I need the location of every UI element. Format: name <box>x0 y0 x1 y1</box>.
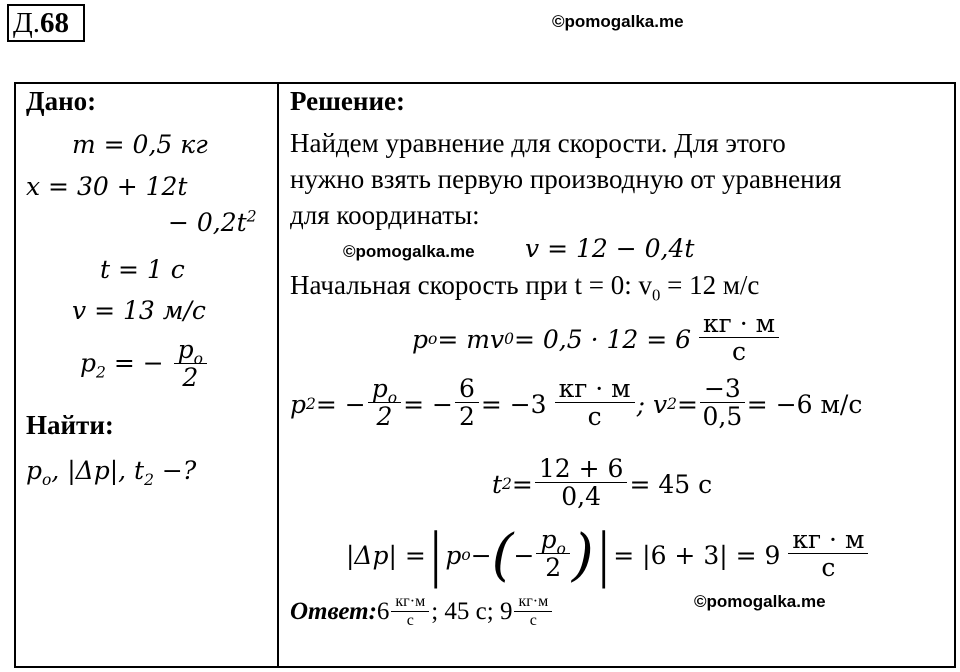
solution-intro-2: нужно взять первую производную от уравнения <box>290 164 842 194</box>
given-p2-formula: $p_2$ = − $\frac{p_o}{2}$ <box>80 337 209 393</box>
given-coordinate-line1: x = 30 + 12t <box>26 172 188 201</box>
solution-intro-3: для координаты: <box>290 200 480 230</box>
find-line: $p_o$, |Δp|, $t_2$ −? <box>26 456 197 489</box>
find-title: Найти: <box>26 410 114 440</box>
problem-label-number: 68 <box>40 7 70 39</box>
table-divider <box>277 82 279 668</box>
solution-title: Решение: <box>290 86 405 116</box>
given-time: t = 1 с <box>100 255 185 284</box>
problem-label-prefix: Д. <box>13 7 41 39</box>
solution-intro-1: Найдем уравнение для скорости. Для этого <box>290 128 786 158</box>
answer-line: Ответ: 6 $\frac{кг\cdot м}{с}$ ; 45 с; 9 $\frac{кг\cdot м}{с}$ <box>290 584 554 640</box>
watermark-bottom: ©pomogalka.me <box>694 592 826 611</box>
watermark-middle: ©pomogalka.me <box>343 242 475 261</box>
given-velocity: v = 13 м/с <box>72 296 206 325</box>
given-title: Дано: <box>26 86 97 116</box>
final-momentum-line: p 2 = − $\frac{p_o}{2}$ = − $\frac{6}{2}$ = −3 $\frac{кг \cdot м}{с}$ ; v 2 = $\frac{-3}{0,5}$ = −6 м/с <box>290 374 863 432</box>
momentum-change-equation: |Δp| = | p o − ( − $\frac{p_o}{2}$ ) | = |6 + 3| = 9 $\frac{кг \cdot м}{с}$ <box>346 520 870 590</box>
watermark-top: ©pomogalka.me <box>552 12 684 31</box>
initial-velocity: Начальная скорость при t = 0: $v_0 = 12$ м/с <box>290 270 760 305</box>
answer-label: Ответ: <box>290 598 377 625</box>
velocity-equation: v = 12 − 0,4t <box>525 234 695 263</box>
initial-momentum: p o = mv 0 = 0,5 · 12 = 6 $\frac{кг \cdot м}{с}$ <box>412 306 781 372</box>
time-equation: t 2 = $\frac{12 + 6}{0,4}$ = 45 с <box>492 454 713 512</box>
problem-label <box>7 4 85 42</box>
given-coordinate-line2: − $0,2t^2$ <box>168 207 257 237</box>
given-mass: m = 0,5 кг <box>72 130 208 159</box>
